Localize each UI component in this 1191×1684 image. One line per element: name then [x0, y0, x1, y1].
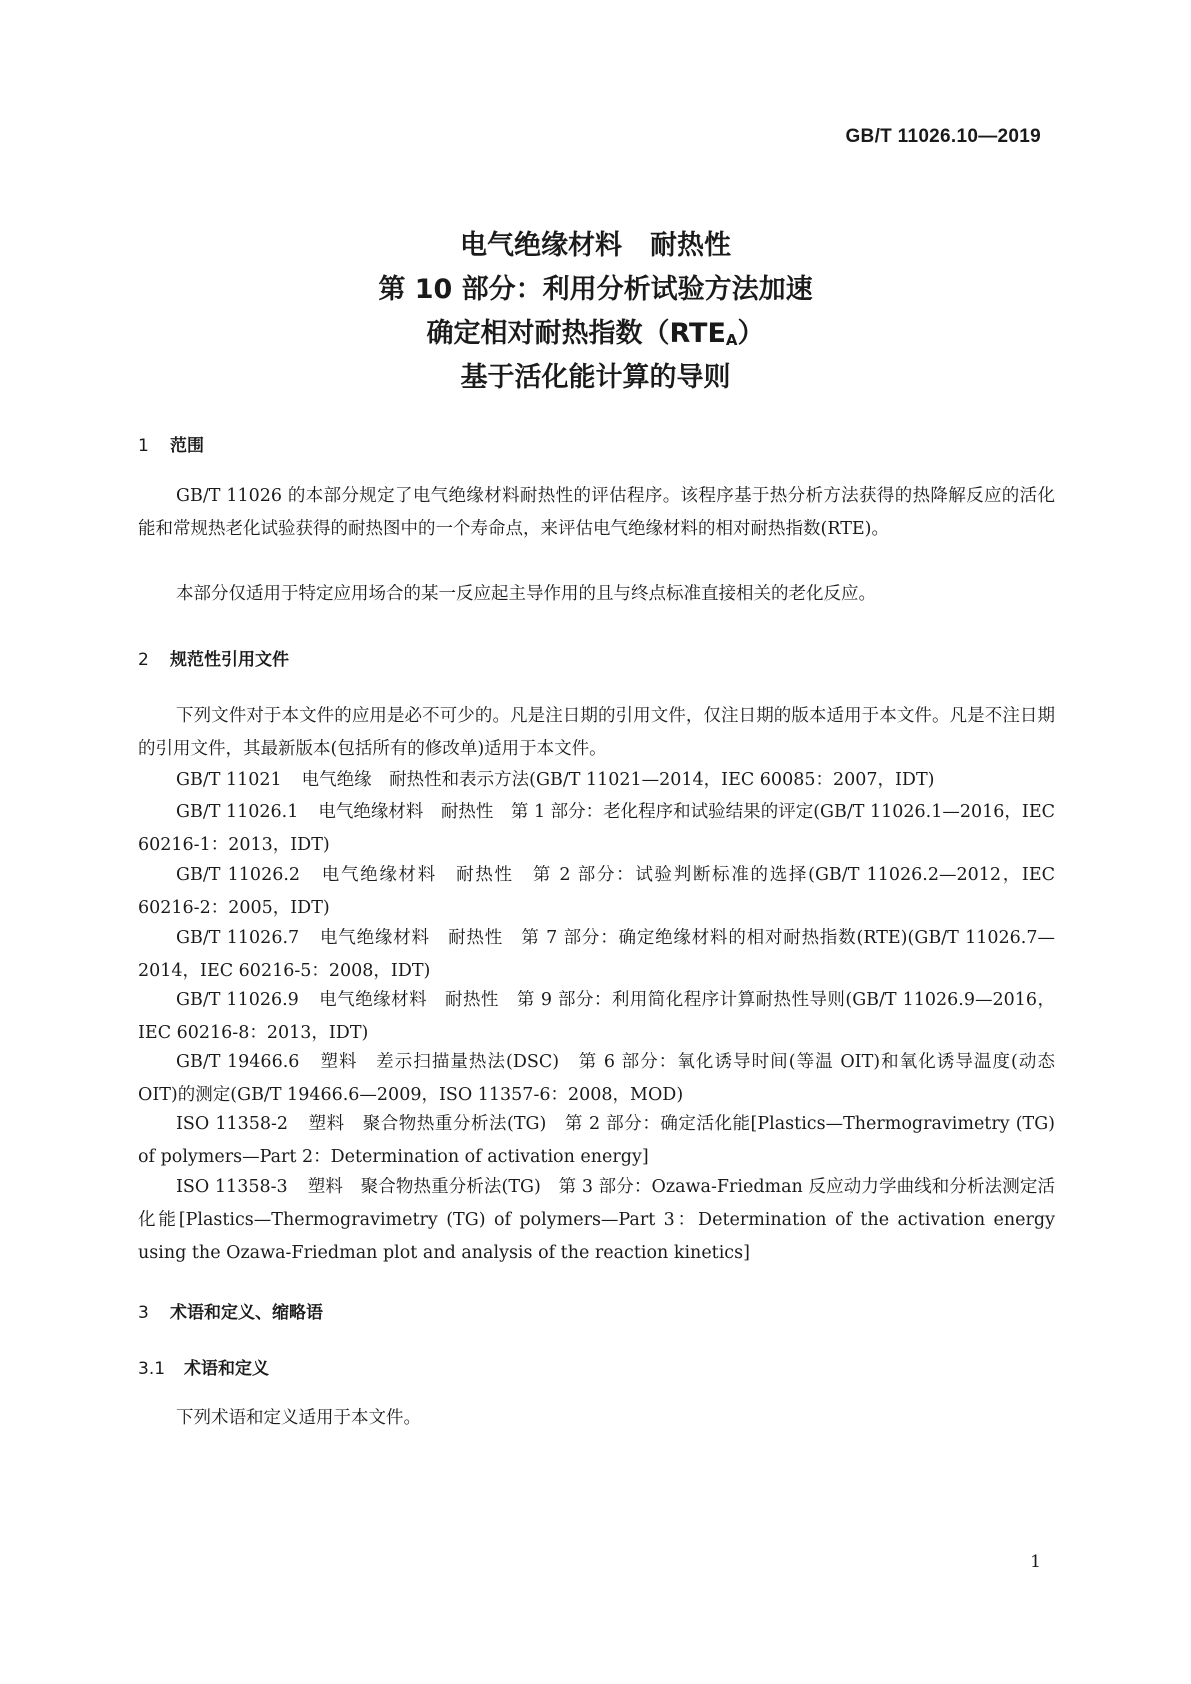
title-line-1: 电气绝缘材料 耐热性 — [460, 230, 731, 261]
standard-code: GB/T 11026.10—2019 — [845, 126, 1041, 147]
section-1-heading: 1 范围 — [138, 436, 204, 456]
reference-item: ISO 11358-2 塑料 聚合物热重分析法(TG) 第 2 部分：确定活化能[Plastics—Thermogravimetry (TG) of polymers—Part 2：Determination of activation energy] — [138, 1114, 1055, 1167]
section-3-1-heading: 3.1 术语和定义 — [138, 1359, 269, 1379]
reference-item: GB/T 11026.9 电气绝缘材料 耐热性 第 9 部分：利用简化程序计算耐热性导则(GB/T 11026.9—2016，IEC 60216-8：2013，IDT) — [138, 990, 1055, 1043]
reference-item: ISO 11358-3 塑料 聚合物热重分析法(TG) 第 3 部分：Ozawa-Friedman 反应动力学曲线和分析法测定活化能[Plastics—Thermogravimetry (TG) of polymers—Part 3：Determination of the activation energy using the Ozawa-Friedman plot and analysis of the reaction kinetics] — [138, 1177, 1056, 1263]
reference-item: GB/T 19466.6 塑料 差示扫描量热法(DSC) 第 6 部分：氧化诱导时间(等温 OIT)和氧化诱导温度(动态 OIT)的测定(GB/T 19466.6—2009，ISO 11357-6：2008，MOD) — [138, 1052, 1055, 1105]
title-line-2: 第 10 部分：利用分析试验方法加速 — [378, 274, 813, 305]
reference-item: GB/T 11021 电气绝缘 耐热性和表示方法(GB/T 11021—2014，IEC 60085：2007，IDT) — [176, 770, 935, 790]
document-title — [0, 224, 1191, 400]
section-2-intro: 下列文件对于本文件的应用是必不可少的。凡是注日期的引用文件，仅注日期的版本适用于本文件。凡是不注日期的引用文件，其最新版本(包括所有的修改单)适用于本文件。 — [138, 706, 1055, 759]
section-3-heading: 3 术语和定义、缩略语 — [138, 1303, 323, 1323]
section-3-1-para: 下列术语和定义适用于本文件。 — [176, 1408, 421, 1428]
section-2-heading: 2 规范性引用文件 — [138, 650, 289, 670]
section-1-para-1: GB/T 11026 的本部分规定了电气绝缘材料耐热性的评估程序。该程序基于热分析方法获得的热降解反应的活化能和常规热老化试验获得的耐热图中的一个寿命点，来评估电气绝缘材料的相对耐热指数(RTE)。 — [138, 486, 1055, 539]
section-1-para-2: 本部分仅适用于特定应用场合的某一反应起主导作用的且与终点标准直接相关的老化反应。 — [176, 584, 876, 604]
page-number: 1 — [1030, 1552, 1041, 1572]
reference-item: GB/T 11026.1 电气绝缘材料 耐热性 第 1 部分：老化程序和试验结果的评定(GB/T 11026.1—2016，IEC 60216-1：2013，IDT) — [138, 802, 1055, 855]
reference-item: GB/T 11026.7 电气绝缘材料 耐热性 第 7 部分：确定绝缘材料的相对耐热指数(RTE)(GB/T 11026.7—2014，IEC 60216-5：2008，IDT) — [138, 928, 1055, 981]
title-line-3: 确定相对耐热指数$(RTE_A)$ — [426, 318, 765, 349]
reference-item: GB/T 11026.2 电气绝缘材料 耐热性 第 2 部分：试验判断标准的选择(GB/T 11026.2—2012，IEC 60216-2：2005，IDT) — [138, 865, 1055, 918]
title-line-4: 基于活化能计算的导则 — [460, 362, 731, 393]
